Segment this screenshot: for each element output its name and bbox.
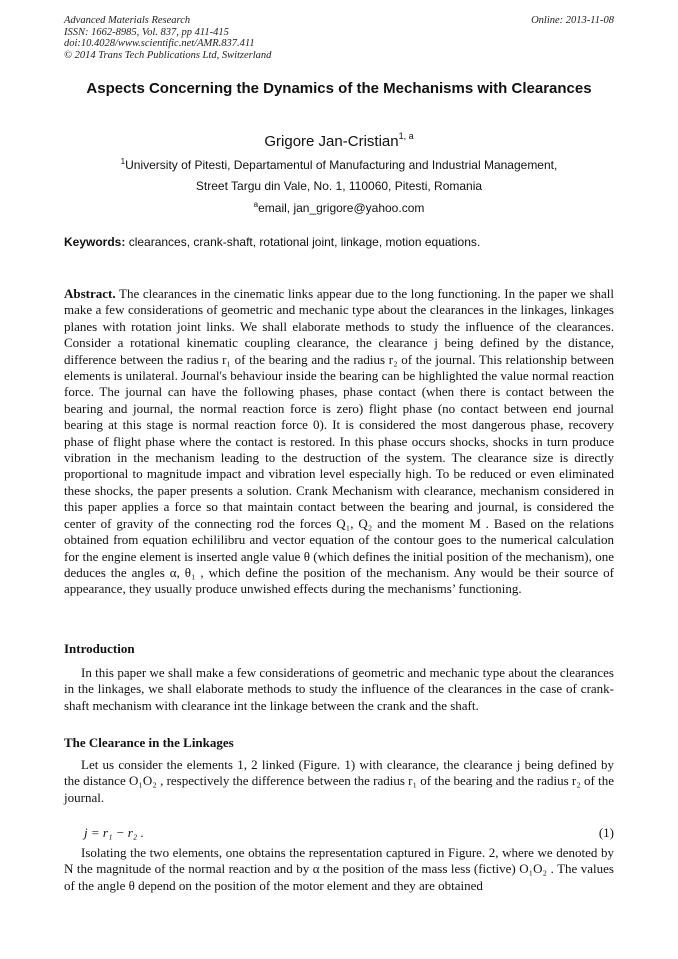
abstract — [64, 286, 614, 598]
author-sup: 1, a — [398, 131, 414, 141]
abstract-text: The clearances in the cinematic links appear due to the long functioning. In the paper we shall make a few considerations of geometric and mechanic type about the clearances in the linkages, linkages planes with rotation joint links. We shall elaborate methods to study the influence of the clearances. Consider a rotational kinematic coupling clearance, the clearance j being defined by the distance, difference between the radius r₁ of the bearing and the radius r₂ of the journal. This relationship between elements is unilateral. Journal's behaviour inside the bearing can be highlighted the value normal reaction force. The journal can have the following phases, phase contact (when there is contact between the bearing and journal, the normal reaction force is zero) flight phase (no contact between end journal bearing at this stage is normal reaction force 0). It is considered the most dangerous phase, recovery phase of flight phase where the contact is restored. In this phase occurs shocks, shocks in turn produce vibration in the mechanism leading to the destruction of the system. The clearance size is directly proportional to magnitude impact and vibration level especially high. To be reduced or even eliminated these shocks, the paper presents a solution. Crank Mechanism with clearance, mechanism considered in this paper applies a force so that maintain contact between the bearing and journal, is considered the center of gravity of the connecting rod the forces Q₁, Q₂ and the moment M . Based on the relations obtained from equation echililibru and vector equation of the contour goes to the numerical calculation for the engine element is inserted angle value θ (which defines the initial position of the mechanism), one deduces the angles α, θ₁ , which define the position of the mechanism. Any would be their source of appearance, they usually produce unwished effects during the mechanisms’ functioning. — [64, 286, 614, 597]
clearance-paragraph: Let us consider the elements 1, 2 linked (Figure. 1) with clearance, the clearance j being defined by the distance O₁O₂ , respectively the difference between the radius r₁ of the bearing and the radius r₂ of the journal. — [64, 757, 614, 805]
introduction-paragraph: In this paper we shall make a few considerations of geometric and mechanic type about the clearances in the linkages, we shall elaborate methods to study the influence of the clearances in the case of crank-shaft mechanism with clearance int the linkage between the crank and the shaft. — [64, 665, 614, 713]
clearance-paragraph-2: Isolating the two elements, one obtains the representation captured in Figure. 2, where we denoted by N the magnitude of the normal reaction and by α the position of the mass less (fictive) O₁O₂ . The values of the angle θ depend on the position of the motor element and they are obtained — [64, 845, 614, 893]
affiliation-line-1 — [0, 157, 678, 172]
affiliation-text-1: University of Pitesti, Departamentul of Manufacturing and Industrial Management, — [125, 158, 558, 172]
journal-header — [64, 15, 271, 61]
author-line — [0, 131, 678, 150]
email-sup: a — [253, 200, 259, 209]
email-text[interactable]: email, jan_grigore@yahoo.com — [258, 201, 425, 215]
keywords-text: clearances, crank-shaft, rotational joint, linkage, motion equations. — [125, 235, 481, 249]
introduction-heading: Introduction — [64, 641, 135, 656]
keywords-label: Keywords: — [64, 235, 126, 249]
author-name: Grigore Jan-Cristian — [264, 133, 399, 150]
email-line — [0, 200, 678, 215]
clearance-heading: The Clearance in the Linkages — [64, 735, 234, 750]
journal-name: Advanced Materials Research — [64, 15, 191, 26]
affiliation-line-2: Street Targu din Vale, No. 1, 110060, Pitesti, Romania — [195, 179, 483, 193]
copyright-line: © 2014 Trans Tech Publications Ltd, Switzerland — [64, 49, 272, 61]
online-date: Online: 2013-11-08 — [531, 15, 614, 26]
equation-expression: j = r₁ − r₂ . — [84, 825, 144, 840]
keywords — [64, 235, 480, 249]
affiliation-sup: 1 — [120, 157, 126, 166]
abstract-label: Abstract. — [64, 286, 116, 301]
paper-title: Aspects Concerning the Dynamics of the Mechanisms with Clearances — [86, 80, 592, 97]
issn-line: ISSN: 1662-8985, Vol. 837, pp 411-415 — [64, 26, 229, 38]
equation-number: (1) — [598, 825, 614, 840]
doi-line[interactable]: doi:10.4028/www.scientific.net/AMR.837.411 — [64, 38, 255, 49]
